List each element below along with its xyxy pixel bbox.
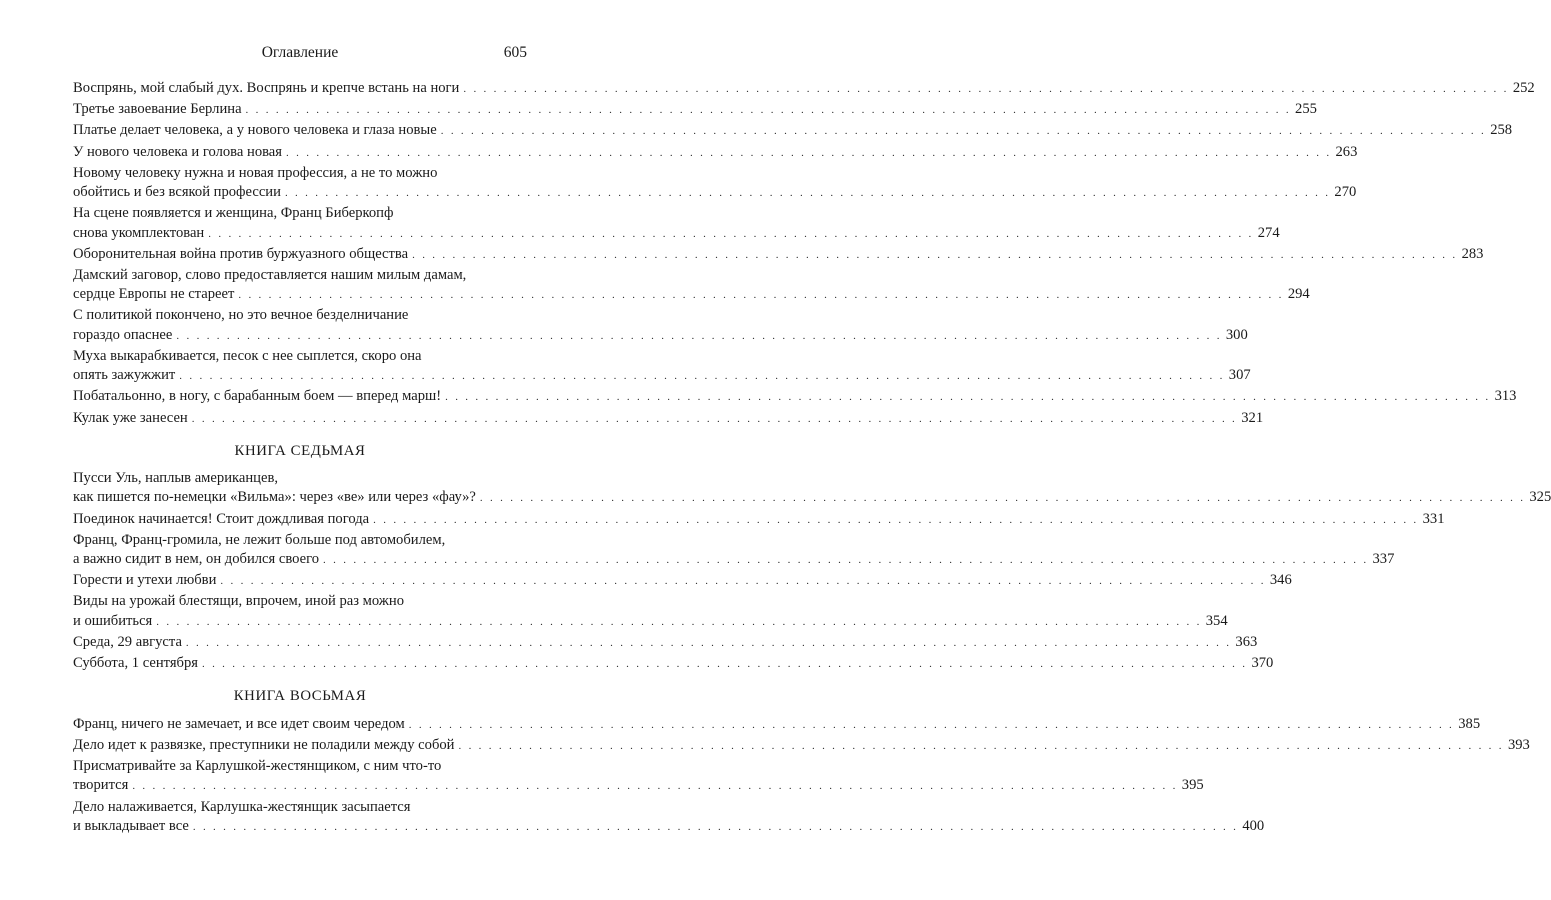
toc-entry-title: У нового человека и голова новая (73, 143, 283, 160)
toc-entry-page: 270 (1334, 184, 1357, 201)
toc-entry-page: 363 (1235, 633, 1258, 650)
dot-leader (458, 737, 1503, 756)
dot-leader (445, 388, 1490, 407)
toc-entry-page: 274 (1257, 224, 1280, 241)
toc-entry-page: 300 (1225, 326, 1248, 343)
toc-entry-page: 325 (1529, 489, 1551, 506)
toc-entry-title: Суббота, 1 сентября (73, 655, 198, 672)
toc-entry-page: 393 (1507, 736, 1530, 753)
toc-entry-page: 263 (1335, 143, 1358, 160)
book-heading: КНИГА СЕДЬМАЯ (234, 442, 366, 459)
dot-leader (220, 572, 1265, 591)
toc-entry-page: 283 (1461, 245, 1484, 262)
toc-entry-title: Побатальонно, в ногу, с барабанным боем — вперед марш! (73, 388, 442, 405)
toc-entry-title: Новому человеку нужна и новая профессия, а не то можно (73, 164, 438, 181)
toc-entry-title: Поединок начинается! Стоит дождливая погода (73, 510, 370, 527)
toc-entry-title: Дело идет к развязке, преступники не поладили между собой (73, 736, 455, 753)
dot-leader (238, 286, 1283, 305)
toc-entry-page: 354 (1205, 612, 1228, 629)
toc-entry-title: Виды на урожай блестящи, впрочем, иной раз можно (73, 593, 404, 610)
toc-entry-page: 321 (1241, 409, 1264, 426)
toc-entry[interactable] (73, 715, 1481, 735)
toc-entry-title: Кулак уже занесен (73, 409, 188, 426)
toc-entry[interactable] (73, 164, 1357, 204)
toc-entry-page: 337 (1372, 551, 1395, 568)
toc-entry-title: гораздо опаснее (73, 326, 173, 343)
dot-leader (208, 225, 1253, 244)
toc-entry-title: сердце Европы не стареет (73, 286, 235, 303)
toc-entry[interactable] (73, 798, 1265, 838)
toc-entry-title: Оборонительная война против буржуазного общества (73, 245, 409, 262)
toc-entry[interactable] (73, 306, 1248, 346)
dot-leader (323, 551, 1368, 570)
toc-entry-title: Дело налаживается, Карлушка-жестянщик засыпается (73, 798, 411, 815)
dot-leader (463, 80, 1508, 99)
toc-entry[interactable] (73, 571, 1292, 591)
dot-leader (186, 634, 1231, 653)
dot-leader (192, 410, 1237, 429)
toc-entry[interactable] (73, 79, 1535, 99)
toc-entry-page: 313 (1494, 388, 1517, 405)
dot-leader (246, 101, 1291, 120)
dot-leader (441, 122, 1486, 141)
toc-entry-title: Присматривайте за Карлушкой-жестянщиком, с ним что-то (73, 758, 442, 775)
toc-entry-title: Франц, ничего не замечает, и все идет своим чередом (73, 715, 405, 732)
toc-entry-title: Франц, Франц-громила, не лежит больше под автомобилем, (73, 531, 446, 548)
toc-entry-page: 258 (1490, 122, 1513, 139)
toc-entry[interactable] (73, 347, 1251, 387)
toc-entry-title: С политикой покончено, но это вечное безделничание (73, 307, 409, 324)
toc-entry[interactable] (73, 510, 1445, 530)
toc-entry-title: а важно сидит в нем, он добился своего (73, 551, 320, 568)
toc-entry-title: творится (73, 777, 129, 794)
toc-entry-title: Третье завоевание Берлина (73, 101, 242, 118)
toc-entry[interactable] (73, 654, 1274, 674)
dot-leader (412, 246, 1457, 265)
dot-leader (286, 144, 1331, 163)
toc-entry[interactable] (73, 736, 1530, 756)
table-of-contents (73, 79, 1551, 838)
toc-entry-page: 346 (1269, 572, 1292, 589)
dot-leader (179, 367, 1224, 386)
toc-entry[interactable] (73, 409, 1264, 429)
toc-entry-page: 331 (1422, 510, 1445, 527)
toc-entry[interactable] (73, 757, 1204, 797)
toc-entry-page: 255 (1295, 101, 1317, 118)
toc-entry[interactable] (73, 245, 1484, 265)
dot-leader (176, 327, 1221, 346)
toc-entry-title: Среда, 29 августа (73, 633, 182, 650)
toc-entry[interactable] (73, 266, 1310, 306)
toc-entry-title: На сцене появляется и женщина, Франц Биберкопф (73, 205, 394, 222)
dot-leader (156, 613, 1201, 632)
toc-entry-page: 385 (1458, 715, 1481, 732)
running-head-title: Оглавление (261, 44, 339, 61)
dot-leader (202, 655, 1247, 674)
dot-leader (193, 818, 1238, 837)
toc-entry-page: 395 (1181, 777, 1204, 794)
toc-entry[interactable] (73, 121, 1513, 141)
toc-entry-title: Платье делает человека, а у нового человека и глаза новые (73, 122, 437, 139)
toc-entry-title: обойтись и без всякой профессии (73, 184, 281, 201)
toc-entry-page: 252 (1512, 80, 1535, 96)
dot-leader (132, 777, 1177, 796)
dot-leader (373, 511, 1418, 530)
toc-entry-title: и ошибиться (73, 612, 153, 629)
toc-entry-title: Воспрянь, мой слабый дух. Воспрянь и крепче встань на ноги (73, 80, 460, 96)
toc-entry[interactable] (73, 100, 1317, 120)
page-number: 605 (503, 44, 527, 61)
toc-entry[interactable] (73, 633, 1258, 653)
dot-leader (285, 184, 1330, 203)
toc-entry-title: Муха выкарабкивается, песок с нее сыплется, скоро она (73, 347, 422, 364)
toc-entry-title: Пусси Уль, наплыв американцев, (73, 470, 278, 487)
toc-entry-title: Горести и утехи любви (73, 572, 217, 589)
toc-entry[interactable] (73, 204, 1280, 244)
toc-entry[interactable] (73, 143, 1358, 163)
toc-entry-title: снова укомплектован (73, 224, 205, 241)
toc-entry-page: 370 (1251, 655, 1274, 672)
toc-entry-page: 400 (1242, 817, 1265, 834)
toc-entry-title: опять зажужжит (73, 367, 176, 384)
toc-entry-page: 307 (1228, 367, 1251, 384)
toc-entry-page: 294 (1287, 286, 1310, 303)
toc-entry[interactable] (73, 592, 1228, 632)
toc-entry-title: и выкладывает все (73, 817, 189, 834)
running-head (73, 44, 527, 66)
dot-leader (409, 716, 1454, 735)
book-heading: КНИГА ВОСЬМАЯ (233, 688, 367, 705)
toc-entry-title: как пишется по-немецки «Вильма»: через «ве» или через «фау»? (73, 489, 476, 506)
toc-entry[interactable] (73, 469, 1551, 509)
toc-entry[interactable] (73, 387, 1517, 407)
toc-entry[interactable] (73, 531, 1395, 571)
dot-leader (480, 489, 1525, 508)
toc-entry-title: Дамский заговор, слово предоставляется нашим милым дамам, (73, 266, 467, 283)
